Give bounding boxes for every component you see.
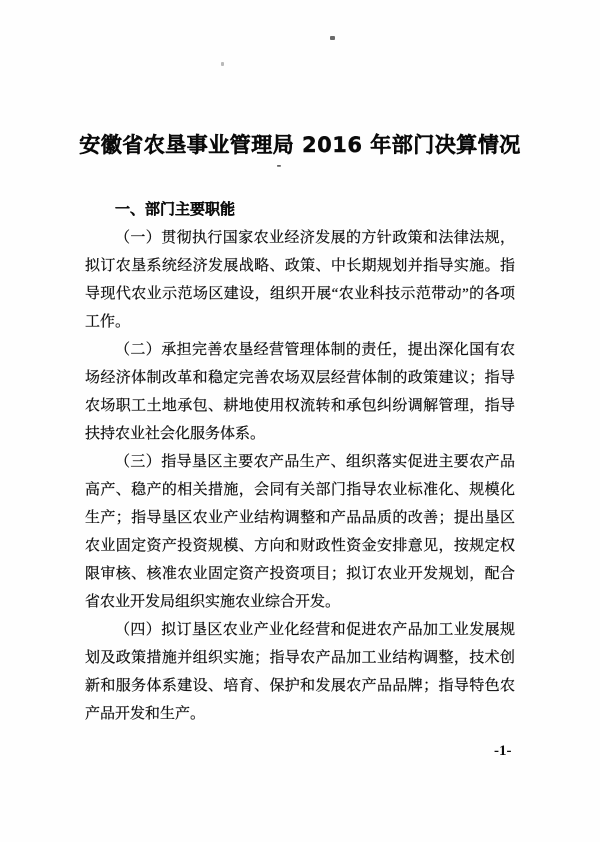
- page-number: -1-: [494, 743, 512, 759]
- scan-speck: [330, 36, 335, 40]
- document-body: [85, 196, 515, 728]
- paragraph: （四）拟订垦区农业产业化经营和促进农产品加工业发展规划及政策措施并组织实施；指导农产品加工业结构调整，技术创新和服务体系建设、培育、保护和发展农产品品牌；指导特色农产品开发和生产。: [85, 622, 515, 722]
- scan-speck: [221, 62, 224, 66]
- paragraph: （一）贯彻执行国家农业经济发展的方针政策和法律法规，拟订农垦系统经济发展战略、政策、中长期规划并指导实施。指导现代农业示范场区建设，组织开展“农业科技示范带动”的各项工作。: [85, 230, 515, 330]
- section-heading: 一、部门主要职能: [115, 202, 236, 218]
- page-title: 安徽省农垦事业管理局 2016 年部门决算情况: [79, 133, 521, 157]
- title-dash-mark: -: [276, 158, 282, 173]
- paragraph: （三）指导垦区主要农产品生产、组织落实促进主要农产品高产、稳产的相关措施，会同有关部门指导农业标准化、规模化生产；指导垦区农业产业结构调整和产品品质的改善；提出垦区农业固定资产投资规模、方向和财政性资金安排意见，按规定权限审核、核准农业固定资产投资项目；拟订农业开发规划，配合省农业开发局组织实施农业综合开发。: [85, 454, 515, 610]
- paragraph: （二）承担完善农垦经营管理体制的责任，提出深化国有农场经济体制改革和稳定完善农场双层经营体制的政策建议；指导农场职工土地承包、耕地使用权流转和承包纠纷调解管理，指导扶持农业社会化服务体系。: [85, 342, 515, 442]
